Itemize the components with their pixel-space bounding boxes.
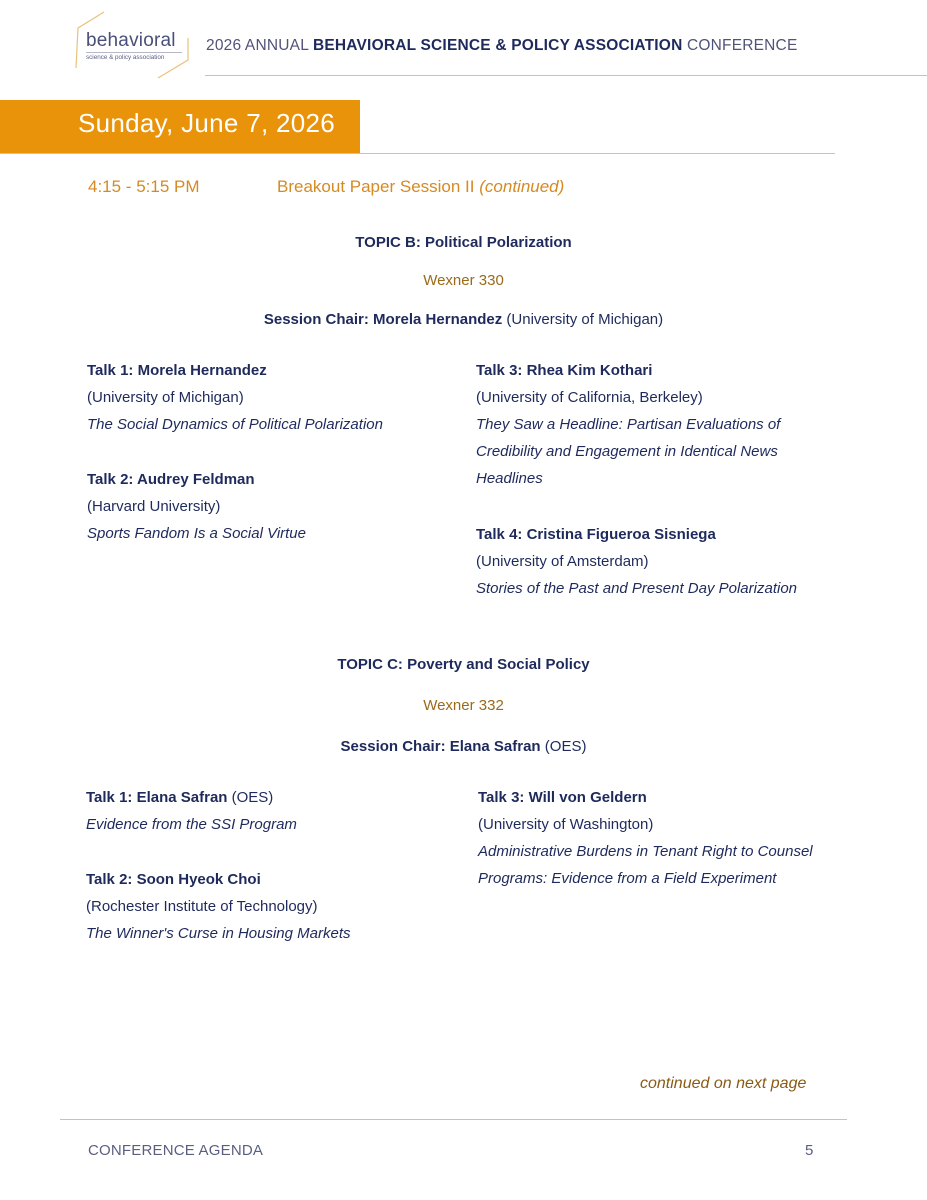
- chair-affiliation: (OES): [544, 738, 587, 755]
- talk-item: [86, 866, 351, 947]
- topic-room: Wexner 332: [423, 697, 504, 714]
- header-org: BEHAVIORAL SCIENCE & POLICY ASSOCIATION: [312, 37, 683, 54]
- date-heading: Sunday, June 7, 2026: [78, 108, 336, 138]
- talk-item: [476, 357, 780, 492]
- talk-speaker: Talk 3: Rhea Kim Kothari: [476, 362, 653, 379]
- chair-affiliation: (University of Michigan): [506, 311, 664, 328]
- header-title: [206, 37, 798, 55]
- logo-divider: [86, 52, 182, 53]
- talk-affiliation: (University of California, Berkeley): [476, 389, 703, 406]
- header-suffix: CONFERENCE: [686, 37, 798, 54]
- talk-affiliation: (University of Amsterdam): [476, 553, 649, 570]
- talk-title-line: Programs: Evidence from a Field Experiment: [478, 870, 777, 887]
- talk-title: Sports Fandom Is a Social Virtue: [87, 525, 306, 542]
- session-title: [277, 177, 564, 197]
- talk-item: [86, 784, 297, 838]
- talk-item: [87, 357, 383, 438]
- session-chair: [0, 311, 927, 328]
- footer-label: CONFERENCE AGENDA: [88, 1142, 264, 1159]
- talk-speaker: Talk 4: Cristina Figueroa Sisniega: [476, 526, 716, 543]
- session-name: Breakout Paper Session II: [277, 177, 475, 196]
- page-number: 5: [805, 1142, 814, 1159]
- topic-title: TOPIC B: Political Polarization: [355, 234, 572, 251]
- talk-title: The Social Dynamics of Political Polarization: [87, 416, 383, 433]
- talk-affiliation: (University of Michigan): [87, 389, 244, 406]
- talk-speaker: Talk 2: Audrey Feldman: [87, 471, 255, 488]
- talk-title: Stories of the Past and Present Day Polarization: [476, 580, 798, 597]
- logo: [70, 10, 194, 80]
- date-divider: [0, 153, 835, 154]
- talk-affiliation: (OES): [231, 789, 274, 806]
- topic-room: Wexner 330: [423, 272, 504, 289]
- talk-speaker: Talk 1: Morela Hernandez: [87, 362, 267, 379]
- chair-name: Session Chair: Morela Hernandez: [263, 311, 503, 328]
- talk-affiliation: (Rochester Institute of Technology): [86, 898, 318, 915]
- topic-title: TOPIC C: Poverty and Social Policy: [337, 656, 590, 673]
- talk-title-line: They Saw a Headline: Partisan Evaluations of: [476, 416, 781, 433]
- session-chair: [0, 738, 927, 755]
- talk-item: [87, 466, 306, 547]
- chair-name: Session Chair: Elana Safran: [340, 738, 541, 755]
- talk-affiliation: (Harvard University): [87, 498, 221, 515]
- talk-title-line: Administrative Burdens in Tenant Right to Counsel: [478, 843, 813, 860]
- talk-title: Evidence from the SSI Program: [86, 816, 297, 833]
- footer-divider: [60, 1119, 847, 1120]
- header-divider: [205, 75, 927, 76]
- talk-item: [476, 521, 797, 602]
- session-note: (continued): [479, 177, 565, 196]
- session-time: 4:15 - 5:15 PM: [88, 177, 200, 196]
- talk-speaker: Talk 3: Will von Geldern: [478, 789, 647, 806]
- talk-item: [478, 784, 813, 892]
- continued-note: continued on next page: [640, 1075, 807, 1092]
- logo-subtitle: science & policy association: [86, 54, 165, 61]
- talk-title-line: Headlines: [476, 470, 543, 487]
- logo-wordmark: behavioral: [86, 30, 176, 51]
- header-prefix: 2026 ANNUAL: [206, 37, 309, 54]
- talk-speaker: Talk 1: Elana Safran: [86, 789, 228, 806]
- talk-title: The Winner's Curse in Housing Markets: [86, 925, 351, 942]
- talk-affiliation: (University of Washington): [478, 816, 654, 833]
- talk-title-line: Credibility and Engagement in Identical News: [476, 443, 778, 460]
- talk-speaker: Talk 2: Soon Hyeok Choi: [86, 871, 261, 888]
